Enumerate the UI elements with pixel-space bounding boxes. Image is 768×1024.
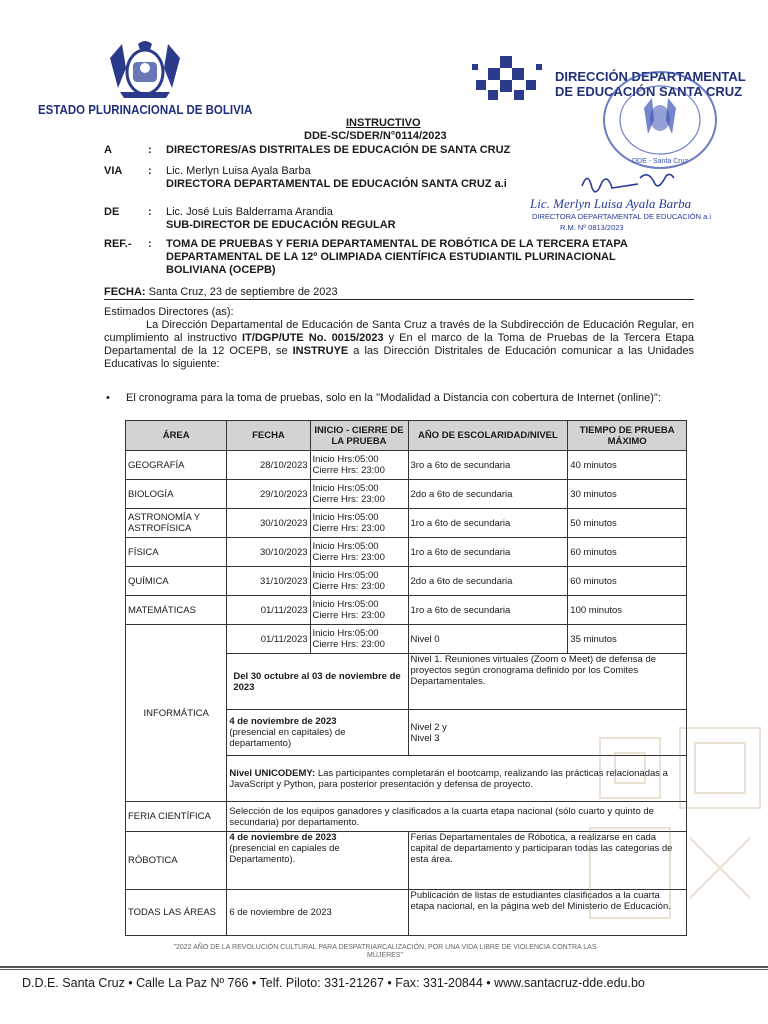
para-part-c: y En el marco de la Toma de Pruebas de la Tercera Etapa Departamental de la 12 OCEPB, se bbox=[104, 332, 694, 357]
para-part-b: IT/DGP/UTE No. 0015/2023 bbox=[242, 332, 384, 344]
cell-horario bbox=[310, 451, 408, 480]
cell-informatica-nivel1-date: Del 30 octubre al 03 de noviembre de 2023 bbox=[227, 654, 408, 710]
cell-fecha: 29/10/2023 bbox=[227, 480, 310, 509]
dde-title-line1: DIRECCIÓN DEPARTAMENTAL bbox=[555, 69, 746, 84]
cell-tiempo: 35 minutos bbox=[568, 625, 687, 654]
decorative-pattern-icon bbox=[580, 718, 768, 948]
informatica-date-bold: 4 de noviembre de 2023 bbox=[229, 716, 337, 727]
cell-cierre: Cierre Hrs: 23:00 bbox=[312, 610, 385, 621]
informatica-nivel3: Nivel 3 bbox=[410, 732, 440, 744]
cell-horario bbox=[310, 509, 408, 538]
cell-area: MATEMÁTICAS bbox=[126, 596, 227, 625]
doc-type: INSTRUCTIVO bbox=[346, 117, 421, 129]
cell-tiempo: 40 minutos bbox=[568, 451, 687, 480]
dde-logo-icon bbox=[470, 54, 548, 104]
greeting: Estimados Directores (as): bbox=[104, 306, 234, 318]
a-value: DIRECTORES/AS DISTRITALES DE EDUCACIÓN DE SANTA CRUZ bbox=[166, 144, 511, 156]
th-inicio: INICIO - CIERRE DE LA PRUEBA bbox=[310, 421, 408, 451]
cell-todas-desc: Publicación de listas de estudiantes clasificados a la cuarta etapa nacional, en la página web del Ministerio de Educación. bbox=[408, 890, 687, 936]
robotica-date-bold: 4 de noviembre de 2023 bbox=[229, 832, 337, 843]
cell-horario bbox=[310, 625, 408, 654]
cell-inicio: Inicio Hrs:05:00 bbox=[312, 512, 379, 523]
table-row bbox=[126, 451, 687, 480]
cell-nivel: 1ro a 6to de secundaria bbox=[408, 596, 568, 625]
unicodemy-label: Nivel UNICODEMY: bbox=[229, 767, 316, 779]
via-colon: : bbox=[148, 165, 152, 177]
cell-horario bbox=[310, 567, 408, 596]
cell-robotica-date bbox=[227, 832, 408, 890]
bullet-icon: • bbox=[106, 392, 110, 404]
seal-text: DDE - Santa Cruz bbox=[631, 158, 689, 165]
dde-title-line2: DE EDUCACIÓN SANTA CRUZ bbox=[555, 84, 743, 99]
th-fecha: FECHA bbox=[227, 421, 310, 451]
para-part-d: INSTRUYE bbox=[292, 345, 349, 357]
cell-area: QUÍMICA bbox=[126, 567, 227, 596]
cell-todas-date: 6 de noviembre de 2023 bbox=[227, 890, 408, 936]
cell-tiempo: 60 minutos bbox=[568, 567, 687, 596]
de-colon: : bbox=[148, 206, 152, 218]
intro-paragraph bbox=[104, 319, 694, 371]
table-row bbox=[126, 480, 687, 509]
cell-area-robotica: RÓBOTICA bbox=[126, 832, 227, 890]
cell-feria-desc: Selección de los equipos ganadores y clasificados a la cuarta etapa nacional (sólo cuarto y quinto de secundaria) por departamento. bbox=[227, 802, 687, 832]
fecha-label: FECHA: bbox=[104, 286, 146, 298]
cell-inicio: Inicio Hrs:05:00 bbox=[312, 541, 379, 552]
cell-cierre: Cierre Hrs: 23:00 bbox=[312, 465, 385, 476]
th-area: ÁREA bbox=[126, 421, 227, 451]
footer-motto: "2022 AÑO DE LA REVOLUCIÓN CULTURAL PARA DESPATRIARCALIZACIÓN, POR UNA VIDA LIBRE DE VIOLENCIA CONTRA LAS MUJERES" bbox=[173, 944, 597, 959]
director-stamp bbox=[530, 198, 711, 233]
cell-area-informatica: INFORMÁTICA bbox=[126, 625, 227, 802]
table-row bbox=[126, 509, 687, 538]
de-label: DE bbox=[104, 206, 120, 218]
robotica-date-note: (presencial en capiales de Departamento). bbox=[229, 843, 340, 865]
cell-nivel: 2do a 6to de secundaria bbox=[408, 480, 568, 509]
de-name: Lic. José Luis Balderrama Arandia bbox=[166, 206, 333, 218]
table-row bbox=[126, 538, 687, 567]
cell-cierre: Cierre Hrs: 23:00 bbox=[312, 523, 385, 534]
de-title: SUB-DIRECTOR DE EDUCACIÓN REGULAR bbox=[166, 219, 396, 231]
state-name: ESTADO PLURINACIONAL DE BOLIVIA bbox=[38, 103, 253, 117]
ref-label: REF.- bbox=[104, 238, 132, 250]
header-divider bbox=[104, 299, 694, 300]
cell-fecha: 30/10/2023 bbox=[227, 509, 310, 538]
cell-nivel: 1ro a 6to de secundaria bbox=[408, 538, 568, 567]
footer-divider-thin bbox=[0, 969, 768, 970]
cell-cierre: Cierre Hrs: 23:00 bbox=[312, 639, 385, 650]
informatica-date-note: (presencial en capitales) de departamento) bbox=[229, 727, 346, 749]
cell-fecha: 01/11/2023 bbox=[227, 625, 310, 654]
para-part-e: a las Dirección Distritales de Educación comunicar a las Unidades Educativas lo siguiente: bbox=[104, 345, 694, 370]
cell-fecha: 30/10/2023 bbox=[227, 538, 310, 567]
cell-tiempo: 60 minutos bbox=[568, 538, 687, 567]
para-part-a: La Dirección Departamental de Educación de Santa Cruz a través de la Subdirección de Educación Regular, en cumplimiento al instructivo bbox=[104, 319, 694, 344]
unicodemy-text: Las participantes completarán el bootcamp, realizando las prácticas relacionadas a JavaScript y Python, para posterior presentación y defensa de proyecto. bbox=[229, 767, 668, 790]
cell-fecha: 28/10/2023 bbox=[227, 451, 310, 480]
stamp-name: Lic. Merlyn Luisa Ayala Barba bbox=[530, 196, 692, 211]
cell-nivel: Nivel 0 bbox=[408, 625, 568, 654]
a-label: A bbox=[104, 144, 112, 156]
ref-line1: TOMA DE PRUEBAS Y FERIA DEPARTAMENTAL DE ROBÓTICA DE LA TERCERA ETAPA bbox=[166, 238, 628, 250]
cell-horario bbox=[310, 480, 408, 509]
cell-informatica-nivel1-desc: Nivel 1. Reuniones virtuales (Zoom o Meet) de defensa de proyectos según cronograma definido por los Comites Departamentales. bbox=[408, 654, 687, 710]
footer-divider bbox=[0, 966, 768, 968]
cell-area-feria: FERIA CIENTÍFICA bbox=[126, 802, 227, 832]
cell-area: GEOGRAFÍA bbox=[126, 451, 227, 480]
via-title: DIRECTORA DEPARTAMENTAL DE EDUCACIÓN SANTA CRUZ a.i bbox=[166, 178, 507, 190]
table-row bbox=[126, 596, 687, 625]
cell-inicio: Inicio Hrs:05:00 bbox=[312, 454, 379, 465]
table-row bbox=[126, 567, 687, 596]
cell-cierre: Cierre Hrs: 23:00 bbox=[312, 581, 385, 592]
informatica-nivel2: Nivel 2 y bbox=[410, 721, 447, 733]
cell-area: ASTRONOMÍA Y ASTROFÍSICA bbox=[126, 509, 227, 538]
ref-line2: DEPARTAMENTAL DE LA 12º OLIMPIADA CIENTÍFICA ESTUDIANTIL PLURINACIONAL bbox=[166, 251, 616, 263]
official-seal-icon bbox=[600, 68, 720, 172]
cell-robotica-desc: Ferias Departamentales de Róbotica, a realizarse en cada capital de departamento y participaran todas las categorias de esta área. bbox=[408, 832, 687, 890]
ref-line3: BOLIVIANA (OCEPB) bbox=[166, 264, 276, 276]
a-colon: : bbox=[148, 144, 152, 156]
cell-nivel: 2do a 6to de secundaria bbox=[408, 567, 568, 596]
via-label: VIA bbox=[104, 165, 123, 177]
cell-fecha: 01/11/2023 bbox=[227, 596, 310, 625]
fecha-line bbox=[104, 286, 338, 298]
ref-colon: : bbox=[148, 238, 152, 250]
cell-area: FÍSICA bbox=[126, 538, 227, 567]
table-row bbox=[126, 625, 687, 654]
cell-inicio: Inicio Hrs:05:00 bbox=[312, 599, 379, 610]
cell-tiempo: 50 minutos bbox=[568, 509, 687, 538]
cell-tiempo: 30 minutos bbox=[568, 480, 687, 509]
footer-address: D.D.E. Santa Cruz • Calle La Paz Nº 766 • Telf. Piloto: 331-21267 • Fax: 331-20844 • www.santacruz-dde.edu.bo bbox=[22, 976, 645, 990]
cell-informatica-nivel23-date bbox=[227, 710, 408, 756]
cell-cierre: Cierre Hrs: 23:00 bbox=[312, 552, 385, 563]
cell-fecha: 31/10/2023 bbox=[227, 567, 310, 596]
bullet-text: El cronograma para la toma de pruebas, solo en la "Modalidad a Distancia con cobertura de Internet (online)": bbox=[126, 392, 661, 404]
cell-horario bbox=[310, 538, 408, 567]
cell-area-todas: TODAS LAS ÁREAS bbox=[126, 890, 227, 936]
cell-inicio: Inicio Hrs:05:00 bbox=[312, 628, 379, 639]
cell-tiempo: 100 minutos bbox=[568, 596, 687, 625]
via-name: Lic. Merlyn Luisa Ayala Barba bbox=[166, 165, 311, 177]
coat-of-arms-icon bbox=[100, 38, 190, 100]
table-header-row bbox=[126, 421, 687, 451]
stamp-title: DIRECTORA DEPARTAMENTAL DE EDUCACIÓN a.i bbox=[532, 212, 712, 221]
cell-cierre: Cierre Hrs: 23:00 bbox=[312, 494, 385, 505]
cell-nivel: 3ro a 6to de secundaria bbox=[408, 451, 568, 480]
stamp-rm: R.M. Nº 0813/2023 bbox=[560, 223, 624, 232]
cell-nivel: 1ro a 6to de secundaria bbox=[408, 509, 568, 538]
th-tiempo: TIEMPO DE PRUEBA MÁXIMO bbox=[568, 421, 687, 451]
th-nivel: AÑO DE ESCOLARIDAD/NIVEL bbox=[408, 421, 568, 451]
cell-inicio: Inicio Hrs:05:00 bbox=[312, 570, 379, 581]
fecha-value: Santa Cruz, 23 de septiembre de 2023 bbox=[148, 286, 338, 298]
cell-area: BIOLOGÍA bbox=[126, 480, 227, 509]
cell-inicio: Inicio Hrs:05:00 bbox=[312, 483, 379, 494]
doc-code: DDE-SC/SDER/N°0114/2023 bbox=[304, 130, 447, 142]
cell-horario bbox=[310, 596, 408, 625]
